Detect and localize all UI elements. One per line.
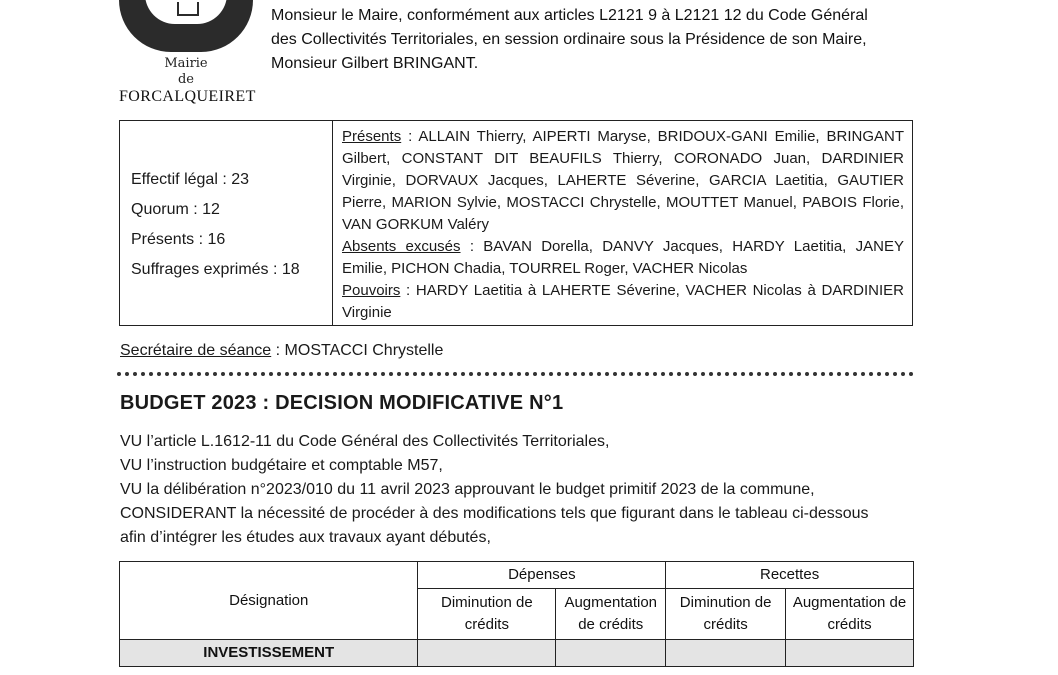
vu-line: VU l’article L.1612-11 du Code Général des Collectivités Territoriales, <box>120 433 610 450</box>
depenses-header: Dépenses <box>418 562 666 589</box>
table-cell <box>786 640 914 667</box>
intro-line: des Collectivités Territoriales, en session ordinaire sous la Présidence de son Maire, <box>271 31 867 48</box>
section-label-investissement: INVESTISSEMENT <box>120 640 418 667</box>
budget-modification-table <box>119 561 914 667</box>
recettes-diminution-header: Diminution de crédits <box>666 589 786 640</box>
commune-crest-logo <box>119 0 253 52</box>
table-cell <box>556 640 666 667</box>
table-header-row <box>120 562 914 589</box>
recettes-header: Recettes <box>666 562 914 589</box>
intro-line: Monsieur le Maire, conformément aux articles L2121 9 à L2121 12 du Code Général <box>271 7 868 24</box>
depenses-augmentation-header: Augmentation de crédits <box>556 589 666 640</box>
attendance-box <box>119 120 913 326</box>
dotted-separator <box>117 372 914 376</box>
presents-list <box>342 126 904 236</box>
intro-line: Monsieur Gilbert BRINGANT. <box>271 55 479 72</box>
presents-names: : ALLAIN Thierry, AIPERTI Maryse, BRIDOUX-GANI Emilie, BRINGANT Gilbert, CONSTANT DIT BEAUFILS Thierry, CORONADO Juan, DARDINIER Virginie, DORVAUX Jacques, LAHERTE Séverine, GARCIA Laetitia, GAUTIER Pierre, MARION Sylvie, MOSTACCI Chrystelle, MOUTTET Manuel, PABOIS Florie, VAN GORKUM Valéry <box>342 128 904 233</box>
suffrages-exprimes: Suffrages exprimés : 18 <box>131 261 300 278</box>
pouvoirs-names: : HARDY Laetitia à LAHERTE Séverine, VACHER Nicolas à DARDINIER Virginie <box>342 282 904 321</box>
pouvoirs-label: Pouvoirs <box>342 282 401 299</box>
table-cell <box>666 640 786 667</box>
effectif-legal: Effectif légal : 23 <box>131 171 249 188</box>
secretaire-de-seance <box>120 340 443 362</box>
attendance-counts <box>120 121 333 325</box>
table-cell <box>418 640 556 667</box>
designation-header: Désignation <box>120 562 418 640</box>
quorum: Quorum : 12 <box>131 201 220 218</box>
absents-list <box>342 236 904 280</box>
considerant-line: CONSIDERANT la nécessité de procéder à des modifications tels que figurant dans le tableau ci-dessous <box>120 505 869 522</box>
table-row <box>120 640 914 667</box>
mairie-de-label: de <box>177 72 194 87</box>
commune-name: FORCALQUEIRET <box>119 88 256 105</box>
presents-label: Présents <box>342 128 402 145</box>
legal-references <box>120 430 920 550</box>
secretary-name: : MOSTACCI Chrystelle <box>271 342 444 359</box>
absents-label: Absents excusés <box>342 238 461 255</box>
intro-paragraph <box>271 4 921 76</box>
budget-title: BUDGET 2023 : DECISION MODIFICATIVE N°1 <box>120 392 564 414</box>
crest-tower-icon <box>177 2 199 16</box>
vu-line: VU la délibération n°2023/010 du 11 avril 2023 approuvant le budget primitif 2023 de la commune, <box>120 481 815 498</box>
absents-names: : BAVAN Dorella, DANVY Jacques, HARDY Laetitia, JANEY Emilie, PICHON Chadia, TOURREL Roger, VACHER Nicolas <box>342 238 904 277</box>
vu-line: VU l’instruction budgétaire et comptable M57, <box>120 457 443 474</box>
pouvoirs-list <box>342 280 904 324</box>
recettes-augmentation-header: Augmentation de crédits <box>786 589 914 640</box>
depenses-diminution-header: Diminution de crédits <box>418 589 556 640</box>
secretary-label: Secrétaire de séance <box>120 342 272 359</box>
considerant-line: afin d’intégrer les études aux travaux ayant débutés, <box>120 529 491 546</box>
attendance-names <box>333 121 912 325</box>
presents-count: Présents : 16 <box>131 231 226 248</box>
mairie-label: Mairie <box>164 56 208 71</box>
